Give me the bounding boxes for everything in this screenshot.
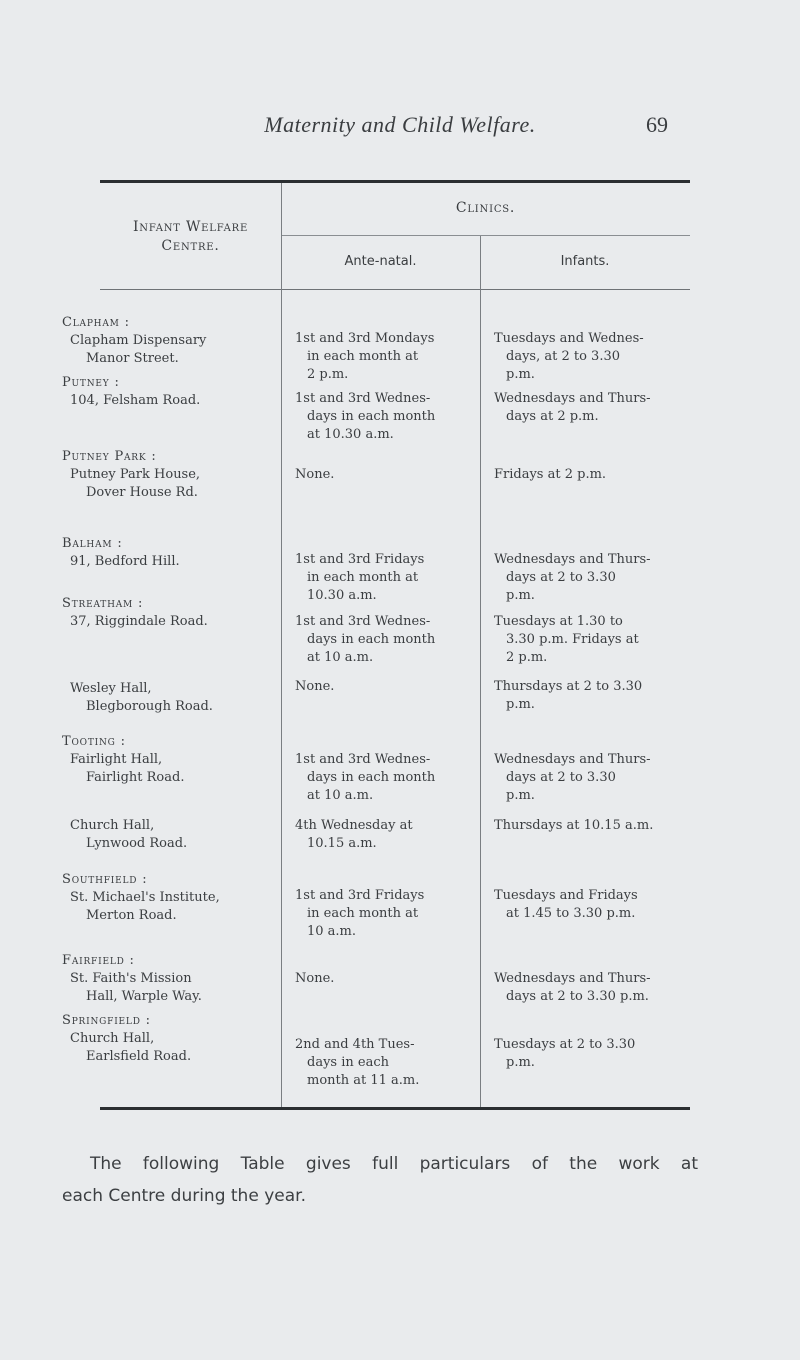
centre-name xyxy=(62,680,272,716)
centre-cell xyxy=(62,871,272,925)
centre-name-line1: St. Faith's Mission xyxy=(70,971,192,986)
column-header-centre-line1: Infant Welfare xyxy=(132,219,249,235)
infants-line: days at 2 to 3.30 p.m. xyxy=(506,989,649,1004)
antenatal-cell xyxy=(295,678,475,696)
column-header-antenatal: Ante-natal. xyxy=(344,254,417,269)
centre-name xyxy=(62,817,272,853)
infants-line: Wednesdays and Thurs- xyxy=(494,752,651,767)
infants-line: at 1.45 to 3.30 p.m. xyxy=(506,906,636,921)
infants-cell xyxy=(494,678,690,714)
infants-line: 3.30 p.m. Fridays at xyxy=(506,632,639,647)
centre-name-line1: Putney Park House, xyxy=(70,467,201,482)
infants-line: Wednesdays and Thurs- xyxy=(494,391,651,406)
centre-name-line2: Earlsfield Road. xyxy=(86,1049,192,1064)
antenatal-line: at 10 a.m. xyxy=(307,788,374,803)
antenatal-line: 1st and 3rd Fridays xyxy=(295,552,425,567)
antenatal-line: None. xyxy=(295,971,335,986)
antenatal-cell xyxy=(295,466,475,484)
infants-line: Tuesdays at 1.30 to xyxy=(494,614,623,629)
antenatal-line: 2nd and 4th Tues- xyxy=(295,1037,415,1052)
district-label: Springfield : xyxy=(62,1013,151,1028)
district-label: Putney Park : xyxy=(62,449,157,464)
infants-line: Fridays at 2 p.m. xyxy=(494,467,607,482)
clinics-table xyxy=(62,180,690,1110)
infants-line: Tuesdays and Fridays xyxy=(494,888,638,903)
footnote-line-1: The following Table gives full particulars of the work at xyxy=(90,1154,698,1174)
antenatal-cell xyxy=(295,1036,475,1090)
centre-name xyxy=(62,751,272,787)
antenatal-cell xyxy=(295,613,475,667)
infants-cell xyxy=(494,751,690,805)
centre-name-line1: 104, Felsham Road. xyxy=(70,393,201,408)
column-header-infants: Infants. xyxy=(560,254,610,269)
column-divider-2 xyxy=(480,236,481,1107)
centre-name xyxy=(62,889,272,925)
centre-name xyxy=(62,332,272,368)
footnote-paragraph xyxy=(62,1148,698,1212)
page-number: 69 xyxy=(646,112,668,137)
antenatal-cell xyxy=(295,390,475,444)
column-header-clinics: Clinics. xyxy=(455,200,516,216)
district-label: Streatham : xyxy=(62,596,144,611)
infants-line: p.m. xyxy=(506,367,535,382)
centre-name-line2: Lynwood Road. xyxy=(86,836,188,851)
centre-cell xyxy=(62,314,272,368)
centre-name-line2: Dover House Rd. xyxy=(86,485,198,500)
antenatal-line: None. xyxy=(295,467,335,482)
page-header xyxy=(0,112,800,142)
centre-name xyxy=(62,392,272,410)
centre-name-line1: 37, Riggindale Road. xyxy=(70,614,208,629)
centre-name-line1: Wesley Hall, xyxy=(70,681,152,696)
centre-name-line1: Fairlight Hall, xyxy=(70,752,163,767)
infants-cell xyxy=(494,551,690,605)
antenatal-line: 10.30 a.m. xyxy=(307,588,377,603)
antenatal-line: month at 11 a.m. xyxy=(307,1073,420,1088)
column-header-centre-line2: Centre. xyxy=(161,238,220,254)
infants-cell xyxy=(494,390,690,426)
antenatal-line: 1st and 3rd Wednes- xyxy=(295,752,431,767)
infants-line: p.m. xyxy=(506,788,535,803)
running-title: Maternity and Child Welfare. xyxy=(264,112,536,137)
antenatal-line: days in each month xyxy=(307,770,436,785)
infants-line: days at 2 to 3.30 xyxy=(506,770,616,785)
infants-cell xyxy=(494,330,690,384)
header-rule xyxy=(100,289,690,290)
antenatal-line: 1st and 3rd Fridays xyxy=(295,888,425,903)
infants-line: Thursdays at 2 to 3.30 xyxy=(494,679,643,694)
district-label: Balham : xyxy=(62,536,123,551)
clinics-rule xyxy=(281,235,690,236)
centre-cell xyxy=(62,817,272,853)
antenatal-line: at 10 a.m. xyxy=(307,650,374,665)
district-label: Tooting : xyxy=(62,734,126,749)
infants-line: Thursdays at 10.15 a.m. xyxy=(494,818,654,833)
infants-cell xyxy=(494,887,690,923)
centre-cell xyxy=(62,680,272,716)
centre-name-line1: Church Hall, xyxy=(70,1031,155,1046)
footnote-line-2: each Centre during the year. xyxy=(62,1186,306,1206)
centre-name xyxy=(62,1030,272,1066)
infants-cell xyxy=(494,1036,690,1072)
antenatal-line: 1st and 3rd Mondays xyxy=(295,331,435,346)
centre-cell xyxy=(62,374,272,410)
centre-name-line1: Clapham Dispensary xyxy=(70,333,207,348)
antenatal-line: days in each month xyxy=(307,632,436,647)
infants-line: days at 2 to 3.30 xyxy=(506,570,616,585)
column-divider-1 xyxy=(281,183,282,1107)
infants-cell xyxy=(494,613,690,667)
antenatal-line: None. xyxy=(295,679,335,694)
antenatal-line: 1st and 3rd Wednes- xyxy=(295,391,431,406)
column-header-centre xyxy=(100,218,281,256)
centre-name-line1: 91, Bedford Hill. xyxy=(70,554,180,569)
infants-line: 2 p.m. xyxy=(506,650,548,665)
antenatal-line: 10.15 a.m. xyxy=(307,836,377,851)
antenatal-line: 4th Wednesday at xyxy=(295,818,413,833)
infants-line: Tuesdays at 2 to 3.30 xyxy=(494,1037,636,1052)
antenatal-line: at 10.30 a.m. xyxy=(307,427,394,442)
centre-name xyxy=(62,970,272,1006)
district-label: Putney : xyxy=(62,375,120,390)
centre-cell xyxy=(62,1012,272,1066)
centre-name xyxy=(62,466,272,502)
centre-name-line2: Fairlight Road. xyxy=(86,770,185,785)
antenatal-line: 1st and 3rd Wednes- xyxy=(295,614,431,629)
centre-cell xyxy=(62,952,272,1006)
antenatal-line: 10 a.m. xyxy=(307,924,357,939)
district-label: Fairfield : xyxy=(62,953,135,968)
infants-cell xyxy=(494,970,690,1006)
table-bottom-rule xyxy=(100,1107,690,1110)
centre-name-line1: St. Michael's Institute, xyxy=(70,890,220,905)
infants-cell xyxy=(494,466,690,484)
district-label: Clapham : xyxy=(62,315,130,330)
centre-cell xyxy=(62,535,272,571)
centre-name-line2: Hall, Warple Way. xyxy=(86,989,202,1004)
antenatal-line: in each month at xyxy=(307,349,419,364)
centre-cell xyxy=(62,733,272,787)
centre-cell xyxy=(62,595,272,631)
antenatal-cell xyxy=(295,887,475,941)
antenatal-line: in each month at xyxy=(307,570,419,585)
infants-line: Wednesdays and Thurs- xyxy=(494,552,651,567)
centre-name-line1: Church Hall, xyxy=(70,818,155,833)
antenatal-line: 2 p.m. xyxy=(307,367,349,382)
centre-cell xyxy=(62,448,272,502)
antenatal-cell xyxy=(295,970,475,988)
infants-line: Tuesdays and Wednes- xyxy=(494,331,644,346)
centre-name-line2: Merton Road. xyxy=(86,908,177,923)
antenatal-line: in each month at xyxy=(307,906,419,921)
antenatal-cell xyxy=(295,551,475,605)
infants-line: p.m. xyxy=(506,1055,535,1070)
infants-line: p.m. xyxy=(506,697,535,712)
infants-line: Wednesdays and Thurs- xyxy=(494,971,651,986)
infants-cell xyxy=(494,817,690,835)
infants-line: days, at 2 to 3.30 xyxy=(506,349,620,364)
antenatal-cell xyxy=(295,751,475,805)
centre-name xyxy=(62,553,272,571)
centre-name-line2: Manor Street. xyxy=(86,351,179,366)
antenatal-line: days in each xyxy=(307,1055,389,1070)
infants-line: p.m. xyxy=(506,588,535,603)
table-top-rule xyxy=(100,180,690,183)
district-label: Southfield : xyxy=(62,872,148,887)
centre-name xyxy=(62,613,272,631)
antenatal-line: days in each month xyxy=(307,409,436,424)
antenatal-cell xyxy=(295,817,475,853)
centre-name-line2: Blegborough Road. xyxy=(86,699,213,714)
infants-line: days at 2 p.m. xyxy=(506,409,599,424)
antenatal-cell xyxy=(295,330,475,384)
